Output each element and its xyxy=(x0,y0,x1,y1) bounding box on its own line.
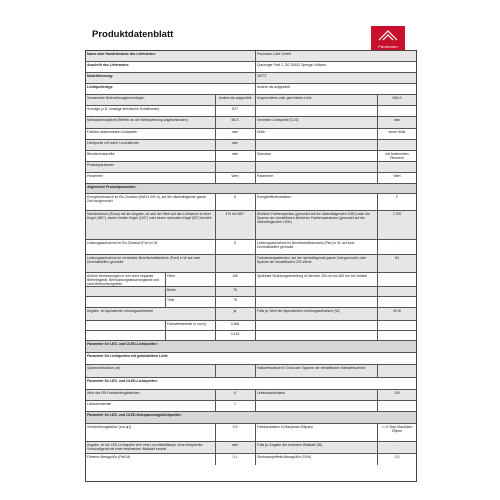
table-cell: Parameter für LED- und OLED-Netzspannungslichtquellen: xyxy=(87,413,182,417)
table-cell: Produktparameter xyxy=(87,163,115,167)
table-cell: 84 xyxy=(395,256,399,260)
table-cell: 40 W xyxy=(393,309,401,313)
table-cell: ja xyxy=(233,309,237,313)
table-cell: Lichtquellentyp: xyxy=(87,85,114,89)
table-row xyxy=(85,254,417,273)
table-cell: 5 xyxy=(234,241,236,245)
table-cell: Angabe, ob äquivalente Leistungsaufnahme xyxy=(87,309,154,313)
table-cell: 0,1 xyxy=(232,455,238,459)
table-cell: Höhe xyxy=(167,274,176,278)
table-cell: 2.700 xyxy=(392,212,402,216)
table-cell: Farbkonsistenz in MacAdam-Ellipsen xyxy=(257,425,313,429)
table-cell: Netzspannungslicht (Betrieb an der Netzspannung angeschlossen): xyxy=(87,118,189,122)
table-cell: 470 bei 360° xyxy=(225,212,245,216)
table-cell: Wert xyxy=(231,174,239,178)
table-cell: Spitzenlichtstärke (cd) xyxy=(87,366,121,370)
table-cell: Name oder Handelsmarke des Lieferanten: xyxy=(87,52,156,56)
table-cell: Andere als aufgezählt xyxy=(257,85,290,89)
table-cell: 105 xyxy=(232,274,238,278)
table-cell: Allgemeine Produktparameter: xyxy=(87,185,137,189)
table-cell: Parameter xyxy=(87,174,103,178)
table-cell: nein xyxy=(393,118,401,122)
table-cell: mit bestimmten Dimmern xyxy=(385,152,409,161)
table-cell: Paulmann Licht GmbH xyxy=(257,52,292,56)
table-cell: Farbwerteanteile (x und y) xyxy=(167,322,207,326)
table-cell: Andere als aufgezählt xyxy=(218,96,252,100)
table-row xyxy=(85,193,417,211)
table-cell: Ähnliche Farbtemperatur (gerundet auf die nächstfolgenden 100K) oder die Spanne der einstellbaren ähnlichen Farbtemperaturen (gerundet auf die nächstfolgenden 100K) xyxy=(257,212,370,225)
table-cell: keine Hülle xyxy=(388,130,406,134)
table-cell: 0,9 xyxy=(232,425,238,429)
table-cell: 0,3 xyxy=(394,455,400,459)
table-cell: 100 xyxy=(394,391,400,395)
table-cell: Lebensdauerfaktor xyxy=(257,391,286,395)
table-cell: 1 xyxy=(234,402,236,406)
table-cell: Parameter für Lichtquellen mit gebündeltem Licht: xyxy=(87,354,169,358)
table-cell: 5 xyxy=(234,195,236,199)
table-cell: Parameter für LED- und OLED-Lichtquellen: xyxy=(87,342,158,346)
table-row xyxy=(85,272,417,287)
table-cell: <= 6 Step MacAdam Ellipse xyxy=(381,425,413,434)
table-cell: Dimmbar: xyxy=(257,152,272,156)
document-title: Produktdatenblatt xyxy=(92,29,174,40)
table-cell: - xyxy=(396,241,398,245)
table-cell: Verwendete Beleuchtungstechnologie: xyxy=(87,96,145,100)
table-cell: Lichtquelle mit hoher Leuchtdichte: xyxy=(87,141,140,145)
table-cell: F xyxy=(395,195,399,199)
table-cell: Leistungsaufnahme im Bereitschaftszustand (Psb) in W, auf zwei Dezimalstellen gerundet xyxy=(257,241,355,250)
table-cell: Quezinger Feld 2, DE-31832 Springe-Völksen xyxy=(257,63,326,67)
table-cell: - xyxy=(234,256,236,260)
table-cell: Parameter xyxy=(257,174,273,178)
table-row xyxy=(85,239,417,255)
table-cell: 0,466 xyxy=(230,322,240,326)
table-cell: Leistungsaufnahme im Ein-Zustand (Pon) in W xyxy=(87,241,158,245)
table-cell: Energieeffizienzklasse: xyxy=(257,195,292,199)
table-cell: Leistungsaufnahme im vernetzten Bereitschaftsbetrieb (Pnet) in W auf zwei Dezimalstellen gerundet xyxy=(87,256,201,265)
table-cell: Lichtstromerhalt xyxy=(87,402,112,406)
table-cell: Modellkennung: xyxy=(87,74,113,78)
table-row xyxy=(85,423,417,442)
table-cell: nein xyxy=(231,141,239,145)
table-cell: Vernetzte Lichtquelle (CLS): xyxy=(257,118,300,122)
table-cell: Angabe, ob die LED-Lichtquelle eine eine Leuchtstofflampe ohne integriertes Vorschaltgerät mit einer bestimmten Wattzahl ersetzt xyxy=(87,443,203,452)
table-cell: Wert xyxy=(393,174,401,178)
table-cell: Parameter für LED- und OLED-Lichtquellen: xyxy=(87,379,158,383)
table-cell: Wert des R9-Farbwiedergabeindex xyxy=(87,391,140,395)
table-cell: Nutzlichtstrom (Φuse) mit der Angabe, ob sich der Wert auf den Lichtstrom in einer Kugel (360°), einem breiten Kegel (120°) oder einem schmalen Kegel (90°) bezieht. xyxy=(87,212,213,221)
table-cell: Stroboskopeffekt-Messgröße (SVM) xyxy=(257,455,312,459)
table-cell: 28772 xyxy=(257,74,267,78)
table-cell: 75 xyxy=(233,298,237,302)
table-cell: Anschrift des Lieferanten: xyxy=(87,63,130,67)
table-cell: Hülle: xyxy=(257,130,266,134)
table-cell: MLS xyxy=(231,118,239,122)
table-cell: nein xyxy=(231,152,239,156)
table-cell: E27 xyxy=(231,107,239,111)
table-cell: Sonstige (z.B. sonstige elektrische Schaltkreise) xyxy=(87,107,160,111)
table-cell: Farbwiedergabeindex, auf die nächstfolgende ganze Zahl gerundet, oder Spanne der einstellbaren CRI-Werte xyxy=(257,256,367,265)
table-row xyxy=(85,364,417,378)
table-row xyxy=(85,307,417,321)
table-cell: Spektrale Strahlungsverteilung im Bereich 250 nm bis 800 nm bei Volllast xyxy=(257,274,368,278)
table-cell: Flimmer-Messgröße (PstLM) xyxy=(87,455,131,459)
table-cell: nein xyxy=(231,443,239,447)
table-cell: Äußere Abmessungen in mm ohne separate Betriebsgerät, Beleuchtungssteuerungsteile und nicht-Beleuchtungsteile xyxy=(87,274,160,287)
table-cell: Farblich abstimmbare Lichtquelle: xyxy=(87,130,138,134)
table-cell: NDLS xyxy=(392,96,402,100)
product-datasheet xyxy=(85,20,417,485)
table-cell: Energieverbrauch im Ein-Zustand (kWh/1 000 h), auf die nächstfolgende ganze Zahl aufgerundet xyxy=(87,195,206,204)
table-cell: Halbwertswinkel in Grad oder Spanne der einstellbaren Halbwertswinkel xyxy=(257,366,366,370)
table-row xyxy=(85,453,417,465)
table-cell: 75 xyxy=(233,288,237,292)
logo-text: Paulmann xyxy=(378,44,398,49)
table-cell: Falls ja, Angabe der ersetzten Wattzahl (W) xyxy=(257,443,323,447)
table-cell: 6 xyxy=(234,391,236,395)
table-cell: 0,419 xyxy=(230,332,240,336)
table-row xyxy=(85,210,417,240)
table-cell: Tiefe xyxy=(167,298,175,302)
table-cell: nein xyxy=(231,130,239,134)
table-cell: Verschiebungsfaktor (cos φ1) xyxy=(87,425,132,429)
table-cell: - xyxy=(396,443,398,447)
logo-mark-icon xyxy=(377,29,399,41)
table-cell: Falls ja, Wert der äquivalenten Leistungsaufnahme (W) xyxy=(257,309,340,313)
table-cell xyxy=(377,273,417,287)
table-cell: Blendschutzschild: xyxy=(87,152,116,156)
table-cell: Breite xyxy=(167,288,176,292)
table-cell: Ungerichtetes oder gerichtetes Licht: xyxy=(257,96,313,100)
datasheet-header xyxy=(85,20,417,50)
